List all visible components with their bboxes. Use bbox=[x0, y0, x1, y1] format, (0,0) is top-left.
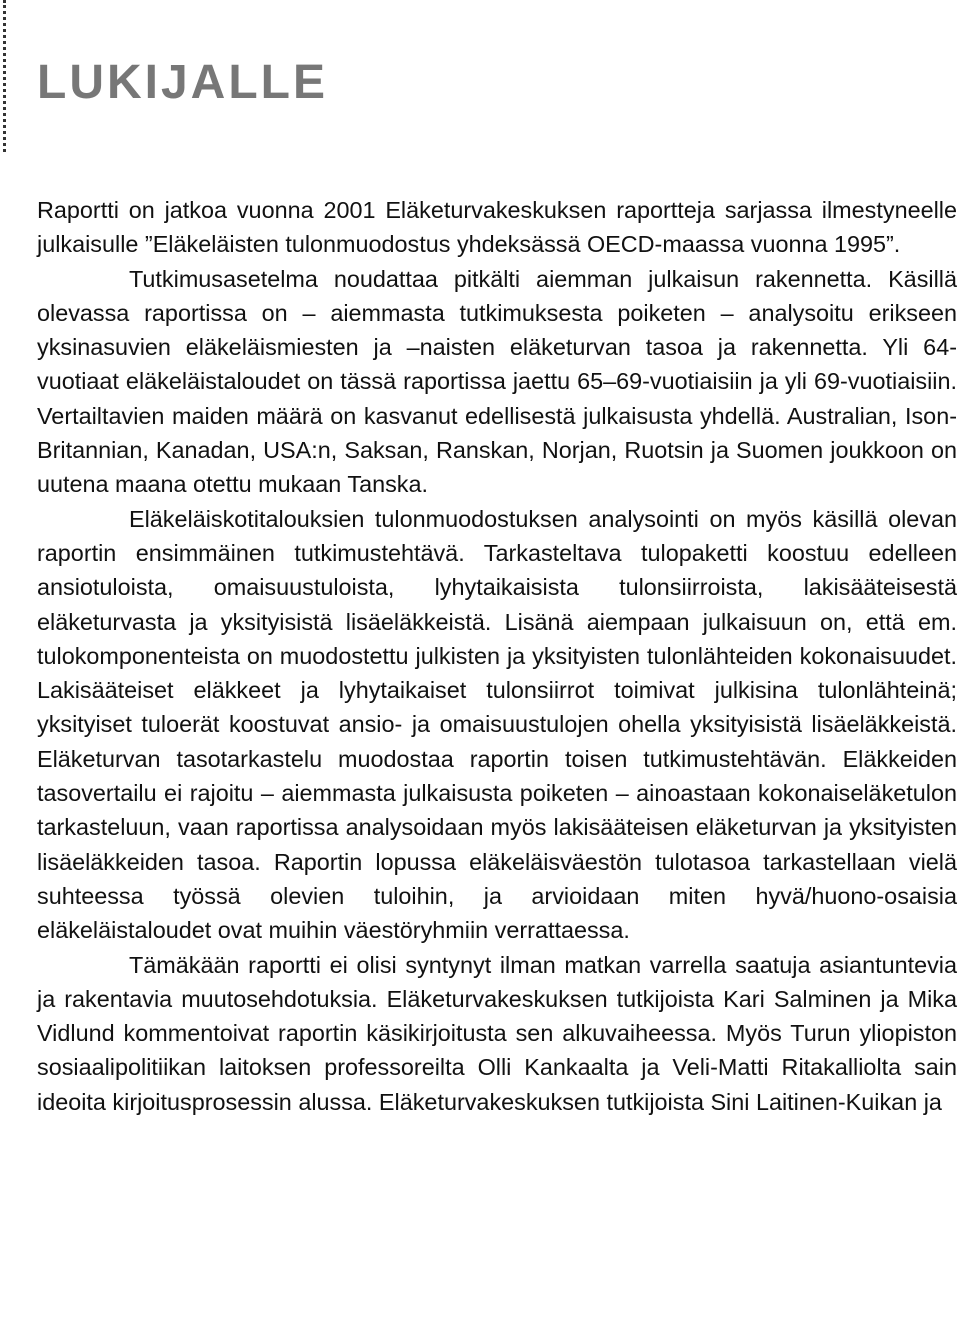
paragraph-acknowledgements: Tämäkään raportti ei olisi syntynyt ilman matkan varrella saatuja asiantuntevia ja rakentavia muutosehdotuksia. Eläketurvakeskuksen tutkijoista Kari Salminen ja Mika Vidlund kommentoivat raportin käsikirjoitusta sen alkuvaiheessa. Myös Turun yliopiston sosiaalipolitiikan laitoksen professoreilta Olli Kankaalta ja Veli-Matti Ritakalliolta sain ideoita kirjoitusprosessin alussa. Eläketurvakeskuksen tutkijoista Sini Laitinen-Kuikan ja bbox=[37, 951, 957, 1115]
body-text bbox=[37, 193, 957, 1119]
margin-dotted-rule bbox=[3, 0, 6, 152]
paragraph-intro: Raportti on jatkoa vuonna 2001 Eläketurvakeskuksen raportteja sarjassa ilmestyneelle julkaisulle ”Eläkeläisten tulonmuodostus yhdeksässä OECD-maassa vuonna 1995”. bbox=[37, 197, 957, 258]
paragraph-analysis: Eläkeläiskotitalouksien tulonmuodostuksen analysointi on myös käsillä olevan raportin ensimmäinen tutkimustehtävä. Tarkasteltava tulopaketti koostuu edelleen ansiotuloista, omaisuustuloista, lyhytaikaisista tulonsiirroista, lakisääteisestä eläketurvasta ja yksityisistä lisäeläkkeistä. Lisänä aiempaan julkaisuun on, että em. tulokomponenteista on muodostettu julkisten ja yksityisten tulonlähteiden kokonaisuudet. Lakisääteiset eläkkeet ja lyhytaikaiset tulonsiirrot toimivat julkisina tulonlähteinä; yksityiset tuloerät koostuvat ansio- ja omaisuustulojen ohella yksityisistä lisäeläkkeistä. Eläketurvan tasotarkastelu muodostaa raportin toisen tutkimustehtävän. Eläkkeiden tasovertailu ei rajoitu – aiemmasta julkaisusta poiketen – ainoastaan kokonaiseläketulon tarkasteluun, vaan raportissa analysoidaan myös lakisääteisen eläketurvan ja yksityisten lisäeläkkeiden tasoa. Raportin lopussa eläkeläisväestön tulotasoa tarkastellaan vielä suhteessa työssä olevien tuloihin, ja arvioidaan miten hyvä/huono-osaisia eläkeläistaloudet ovat muihin väestöryhmiin verrattaessa. bbox=[37, 505, 957, 944]
page-title: LUKIJALLE bbox=[37, 56, 328, 109]
paragraph-structure: Tutkimusasetelma noudattaa pitkälti aiemman julkaisun rakennetta. Käsillä olevassa raportissa on – aiemmasta tutkimuksesta poiketen – analysoitu erikseen yksinasuvien eläkeläismiesten ja –naisten eläketurvan tasoa ja rakennetta. Yli 64-vuotiaat eläkeläistaloudet on tässä raportissa jaettu 65–69-vuotiaisiin ja yli 69-vuotiaisiin. Vertailtavien maiden määrä on kasvanut edellisestä julkaisusta yhdellä. Australian, Ison-Britannian, Kanadan, USA:n, Saksan, Ranskan, Norjan, Ruotsin ja Suomen joukkoon on uutena maana otettu mukaan Tanska. bbox=[37, 265, 957, 498]
